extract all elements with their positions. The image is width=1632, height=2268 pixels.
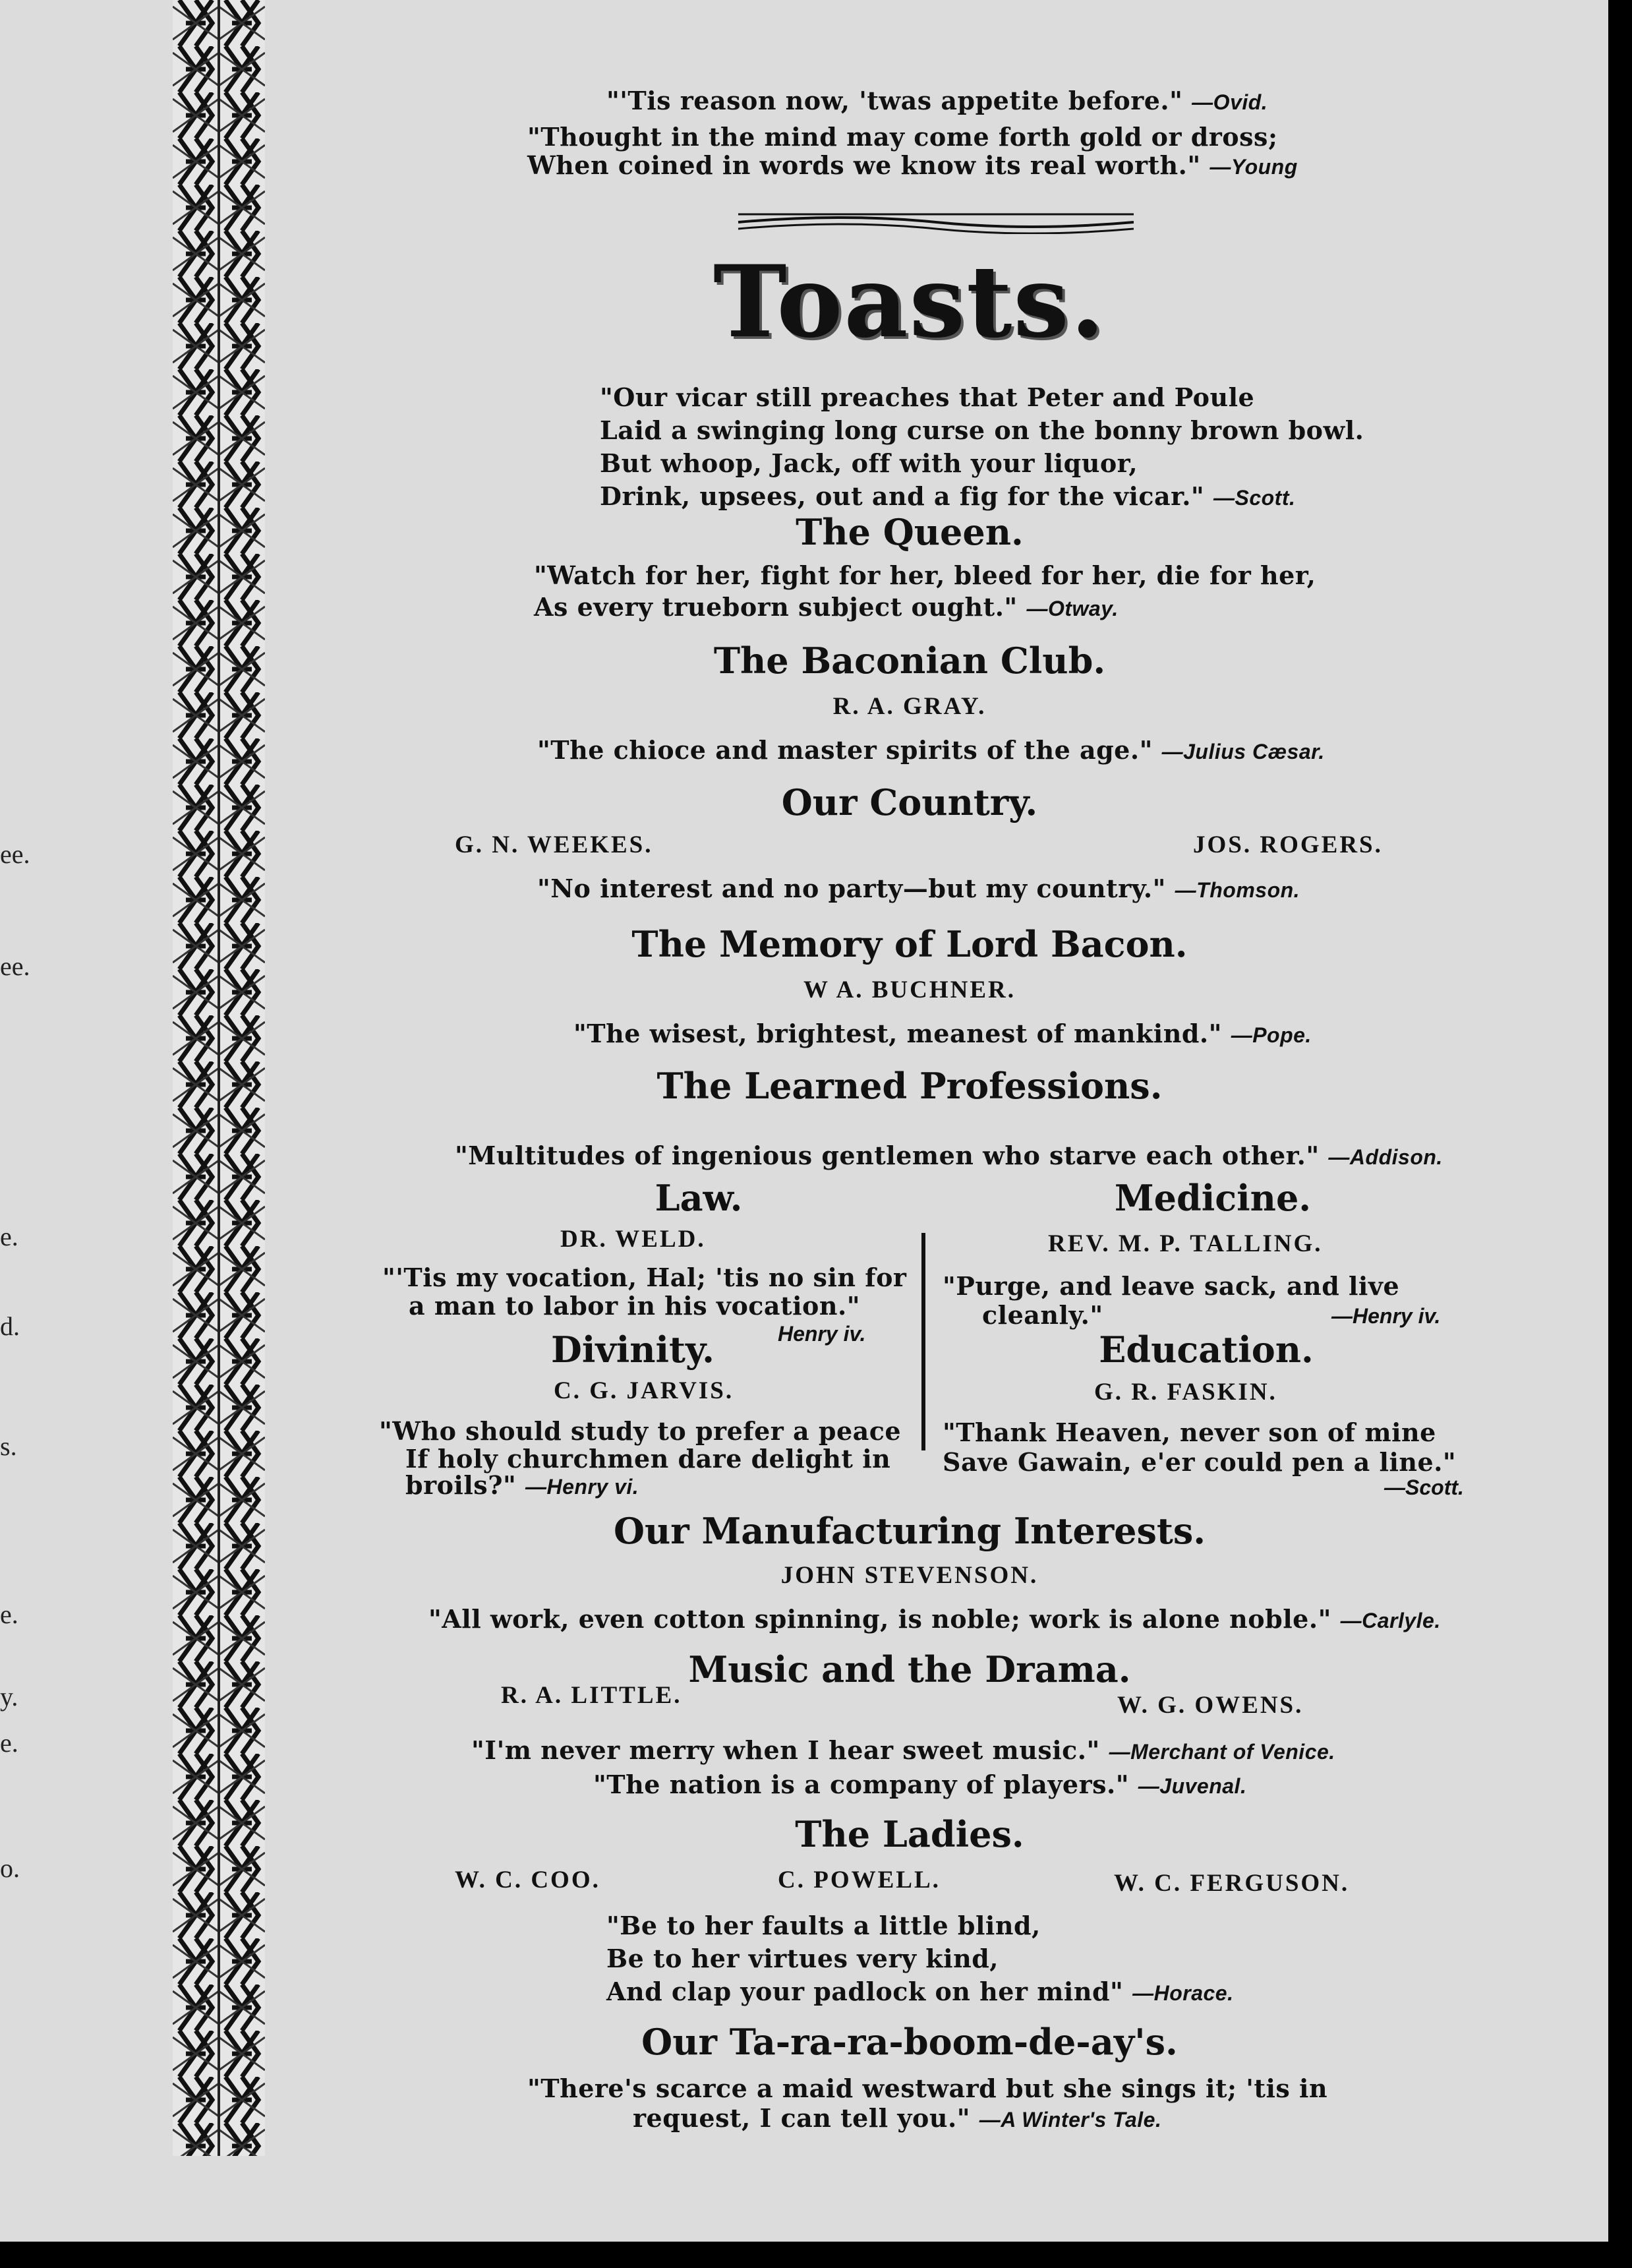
divinity-quote (405, 1470, 639, 1500)
drama-attribution: —Juvenal. (1138, 1774, 1247, 1798)
speaker-name: W. C. FERGUSON. (1114, 1870, 1350, 1897)
ladies-quote: Be to her virtues very kind, (606, 1944, 999, 1973)
margin-fragment: e. (0, 1728, 18, 1758)
intro-line (600, 481, 1295, 511)
speaker-name: C. G. JARVIS. (554, 1377, 734, 1404)
toast-heading-tararaboom: Our Ta-ra-ra-boom-de-ay's. (641, 2021, 1178, 2063)
baconian-quote (537, 735, 1325, 765)
speaker-name: W. C. COO. (455, 1866, 600, 1894)
tararaboom-attribution: —A Winter's Tale. (979, 2108, 1162, 2132)
medicine-quote: "Purge, and leave sack, and live (943, 1271, 1400, 1301)
toast-heading-baconian: The Baconian Club. (713, 640, 1106, 682)
epigraph-line (527, 150, 1298, 180)
law-quote: a man to labor in his vocation." (409, 1291, 861, 1321)
music-quote (471, 1735, 1335, 1765)
intro-quote: Drink, upsees, out and a fig for the vicar." (600, 481, 1205, 511)
margin-fragment: s. (0, 1431, 17, 1461)
speaker-name: REV. M. P. TALLING. (1048, 1230, 1323, 1257)
intro-line: Laid a swinging long curse on the bonny brown bowl. (600, 415, 1364, 445)
toast-heading-country: Our Country. (781, 781, 1038, 823)
toast-heading-music: Music and the Drama. (688, 1648, 1131, 1690)
queen-attribution: —Otway. (1026, 597, 1119, 620)
speaker-name: G. R. FASKIN. (1094, 1379, 1277, 1406)
country-attribution: —Thomson. (1175, 878, 1300, 902)
epigraph-attribution: —Young (1209, 155, 1298, 179)
ladies-attribution: —Horace. (1132, 1981, 1234, 2005)
ornamental-divider (369, 208, 1134, 234)
education-quote: "Thank Heaven, never son of mine (943, 1418, 1436, 1447)
toast-heading-manufacturing: Our Manufacturing Interests. (613, 1510, 1206, 1552)
decorative-border (173, 0, 265, 2156)
manufacturing-quote (428, 1604, 1441, 1634)
toast-heading-law: Law. (655, 1177, 743, 1219)
divinity-quote: "Who should study to prefer a peace (379, 1416, 902, 1446)
page-title: Toasts. (713, 244, 1107, 360)
baconian-quote-text: "The chioce and master spirits of the age." (537, 735, 1153, 765)
education-attribution: —Scott. (1384, 1476, 1464, 1499)
speaker-name: W A. BUCHNER. (803, 976, 1016, 1003)
epigraph-quote: When coined in words we know its real worth." (527, 150, 1201, 180)
queen-quote-text: As every trueborn subject ought." (534, 592, 1018, 622)
memory-quote-text: "The wisest, brightest, meanest of mankind." (573, 1019, 1222, 1048)
professions-quote-text: "Multitudes of ingenious gentlemen who starve each other." (455, 1141, 1320, 1170)
margin-fragment: y. (0, 1682, 18, 1712)
baconian-attribution: —Julius Cæsar. (1161, 740, 1325, 763)
margin-fragment: o. (0, 1853, 20, 1883)
speaker-name: G. N. WEEKES. (455, 831, 653, 858)
law-attribution: Henry iv. (778, 1322, 866, 1346)
speaker-name: W. G. OWENS. (1117, 1692, 1304, 1719)
margin-fragment: ee. (0, 839, 30, 869)
epigraph-attribution: —Ovid. (1192, 90, 1268, 114)
margin-fragment: e. (0, 1599, 18, 1629)
margin-fragment: e. (0, 1222, 18, 1251)
country-quote (537, 874, 1300, 903)
speaker-name: R. A. GRAY. (832, 693, 987, 720)
toast-heading-queen: The Queen. (796, 511, 1024, 553)
divinity-attribution: —Henry vi. (525, 1475, 639, 1499)
divinity-quote-text: broils?" (405, 1470, 517, 1500)
toast-heading-ladies: The Ladies. (795, 1813, 1024, 1855)
music-quote-text: "I'm never merry when I hear sweet music." (471, 1735, 1100, 1765)
ladies-quote (606, 1977, 1233, 2006)
speaker-name: C. POWELL. (778, 1866, 941, 1894)
intro-attribution: —Scott. (1213, 486, 1296, 510)
medicine-quote: cleanly." (982, 1300, 1103, 1330)
queen-quote (534, 592, 1119, 622)
manufacturing-quote-text: "All work, even cotton spinning, is noble; work is alone noble." (428, 1604, 1331, 1634)
country-quote-text: "No interest and no party—but my country." (537, 874, 1166, 903)
toast-heading-education: Education. (1099, 1328, 1314, 1371)
manufacturing-attribution: —Carlyle. (1340, 1609, 1441, 1632)
toast-heading-divinity: Divinity. (551, 1328, 714, 1371)
speaker-name: DR. WELD. (560, 1226, 706, 1253)
scan-edge-bottom (0, 2242, 1632, 2268)
drama-quote (593, 1770, 1246, 1799)
epigraph-quote: "'Tis reason now, 'twas appetite before." (606, 86, 1183, 115)
speaker-name: JOHN STEVENSON. (780, 1562, 1039, 1589)
professions-quote (455, 1141, 1443, 1170)
tararaboom-quote-text: request, I can tell you." (633, 2103, 971, 2133)
drama-quote-text: "The nation is a company of players." (593, 1770, 1130, 1799)
toast-heading-medicine: Medicine. (1114, 1177, 1312, 1219)
epigraph-line: "Thought in the mind may come forth gold or dross; (527, 122, 1278, 152)
music-attribution: —Merchant of Venice. (1109, 1740, 1335, 1764)
queen-quote: "Watch for her, fight for her, bleed for her, die for her, (534, 560, 1316, 590)
education-quote: Save Gawain, e'er could pen a line." (943, 1447, 1457, 1477)
scan-edge-right (1608, 0, 1632, 2268)
toast-heading-memory: The Memory of Lord Bacon. (631, 923, 1188, 965)
tararaboom-quote (633, 2103, 1161, 2133)
ladies-quote-text: And clap your padlock on her mind" (606, 1977, 1124, 2006)
margin-fragment: d. (0, 1311, 20, 1341)
memory-quote (573, 1019, 1312, 1048)
speaker-name: JOS. ROGERS. (1193, 831, 1383, 858)
intro-line: But whoop, Jack, off with your liquor, (600, 448, 1138, 478)
divinity-quote: If holy churchmen dare delight in (405, 1444, 891, 1474)
tararaboom-quote: "There's scarce a maid westward but she sings it; 'tis in (527, 2074, 1328, 2103)
intro-line: "Our vicar still preaches that Peter and Poule (600, 382, 1255, 412)
professions-attribution: —Addison. (1328, 1145, 1443, 1169)
margin-fragment: ee. (0, 951, 30, 981)
toast-heading-professions: The Learned Professions. (656, 1065, 1163, 1107)
ladies-quote: "Be to her faults a little blind, (606, 1911, 1041, 1940)
speaker-name: R. A. LITTLE. (501, 1682, 682, 1709)
epigraph-line (606, 86, 1268, 115)
memory-attribution: —Pope. (1231, 1023, 1312, 1047)
medicine-attribution: —Henry iv. (1331, 1304, 1441, 1328)
law-quote: "'Tis my vocation, Hal; 'tis no sin for (382, 1263, 907, 1292)
